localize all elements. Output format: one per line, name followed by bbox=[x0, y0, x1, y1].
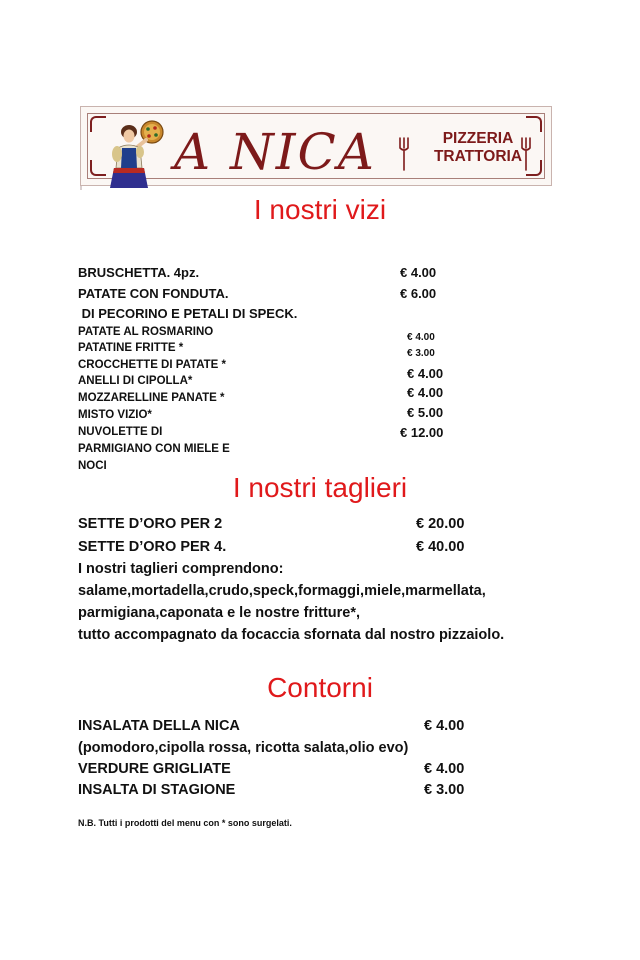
menu-item-name: SETTE D’ORO PER 4. bbox=[78, 539, 227, 555]
menu-item-description: (pomodoro,cipolla rossa, ricotta salata,olio evo) bbox=[78, 740, 409, 756]
trattoria-label: TRATTORIA bbox=[433, 148, 523, 165]
restaurant-logo-banner bbox=[80, 106, 552, 186]
menu-item-name: ANELLI DI CIPOLLA* bbox=[78, 375, 193, 387]
menu-item-name: PATATE CON FONDUTA. bbox=[78, 286, 229, 301]
menu-item-price: € 4.00 bbox=[424, 761, 465, 777]
menu-item-price: € 6.00 bbox=[400, 286, 437, 301]
menu-item-name: NUVOLETTE DI bbox=[78, 426, 163, 438]
menu-item-name: PATATE AL ROSMARINO bbox=[78, 326, 214, 338]
menu-item-price: € 40.00 bbox=[416, 539, 465, 555]
menu-item-name: MOZZARELLINE PANATE * bbox=[78, 392, 225, 404]
pizzeria-label: PIZZERIA bbox=[442, 130, 514, 147]
menu-item-price: € 3.00 bbox=[407, 348, 435, 359]
menu-item-name: INSALATA DELLA NICA bbox=[78, 718, 240, 734]
menu-item-name: BRUSCHETTA. 4pz. bbox=[78, 265, 200, 280]
menu-item-name: CROCCHETTE DI PATATE * bbox=[78, 359, 227, 371]
section-title-taglieri: I nostri taglieri bbox=[232, 472, 408, 503]
menu-item-price: € 4.00 bbox=[424, 718, 465, 734]
menu-item-name: VERDURE GRIGLIATE bbox=[78, 761, 231, 777]
menu-item-name: DI PECORINO E PETALI DI SPECK. bbox=[78, 306, 298, 321]
footnote: N.B. Tutti i prodotti del menu con * sono surgelati. bbox=[78, 818, 292, 828]
menu-item-name: PATATINE FRITTE * bbox=[78, 342, 184, 354]
fork-icon bbox=[520, 136, 532, 172]
menu-item-name: SETTE D’ORO PER 2 bbox=[78, 516, 223, 532]
menu-item-name: MISTO VIZIO* bbox=[78, 409, 152, 421]
menu-item-price: € 5.00 bbox=[407, 405, 444, 420]
menu-item-name: INSALTA DI STAGIONE bbox=[78, 782, 236, 798]
menu-item-price: € 4.00 bbox=[407, 385, 444, 400]
menu-item-price: € 4.00 bbox=[400, 265, 437, 280]
menu-item-price: € 20.00 bbox=[416, 516, 465, 532]
taglieri-description-line: parmigiana,caponata e le nostre fritture*, bbox=[78, 605, 361, 621]
menu-item-name: PARMIGIANO CON MIELE E bbox=[78, 443, 230, 455]
section-title-vizi: I nostri vizi bbox=[253, 194, 387, 225]
menu-item-price: € 4.00 bbox=[407, 332, 435, 343]
restaurant-name: A NICA bbox=[174, 123, 376, 181]
section-title-contorni: Contorni bbox=[267, 672, 373, 703]
menu-item-price: € 12.00 bbox=[400, 425, 444, 440]
menu-item-price: € 3.00 bbox=[424, 782, 465, 798]
woman-with-pizza-icon bbox=[102, 118, 166, 190]
taglieri-description-line: salame,mortadella,crudo,speck,formaggi,miele,marmellata, bbox=[78, 583, 486, 599]
taglieri-description-line: tutto accompagnato da focaccia sfornata dal nostro pizzaiolo. bbox=[78, 627, 505, 643]
taglieri-description-line: I nostri taglieri comprendono: bbox=[78, 561, 284, 577]
fork-icon bbox=[398, 136, 410, 172]
menu-item-name: NOCI bbox=[78, 460, 107, 472]
banner-frame bbox=[87, 113, 545, 179]
menu-item-price: € 4.00 bbox=[407, 366, 444, 381]
